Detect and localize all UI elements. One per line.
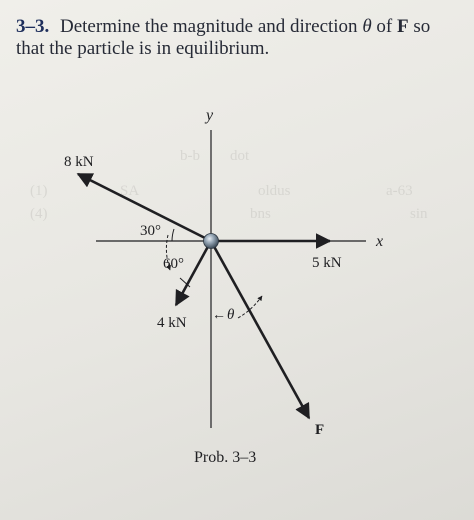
label-4kn: 4 kN <box>157 315 187 331</box>
svg-text:dot: dot <box>230 148 250 164</box>
force-vector-4kn <box>176 241 211 305</box>
svg-text:oldus: oldus <box>258 183 291 199</box>
label-8kn: 8 kN <box>64 154 94 170</box>
svg-text:b-b: b-b <box>180 148 200 164</box>
svg-text:(1): (1) <box>30 183 48 199</box>
arc-30 <box>172 229 174 241</box>
force-vector-f <box>211 241 309 418</box>
svg-text:(4): (4) <box>30 206 48 222</box>
x-axis-label: x <box>376 233 384 250</box>
problem-text-3: so that the particle is in equilibrium. <box>16 16 431 59</box>
problem-number: 3–3. <box>16 16 50 37</box>
particle <box>204 234 219 249</box>
theta-symbol: θ <box>362 16 372 37</box>
svg-text:SA: SA <box>120 183 140 199</box>
figure-caption: Prob. 3–3 <box>194 449 257 466</box>
label-30-deg: 30° <box>140 223 161 239</box>
svg-text:bns: bns <box>250 206 271 222</box>
force-symbol-f: F <box>396 16 409 37</box>
label-60-deg: 60° <box>163 256 184 272</box>
svg-text:a-63: a-63 <box>386 183 413 199</box>
y-axis-label: y <box>206 107 214 124</box>
label-f: F <box>315 422 325 438</box>
svg-text:sin: sin <box>410 206 428 222</box>
problem-text-2: of <box>376 16 393 37</box>
label-5kn: 5 kN <box>312 255 342 271</box>
label-theta-arrow: ← <box>212 308 226 323</box>
problem-text-1: Determine the magnitude and direction <box>60 16 358 37</box>
label-theta: θ <box>227 307 235 323</box>
arc-theta <box>238 296 262 318</box>
